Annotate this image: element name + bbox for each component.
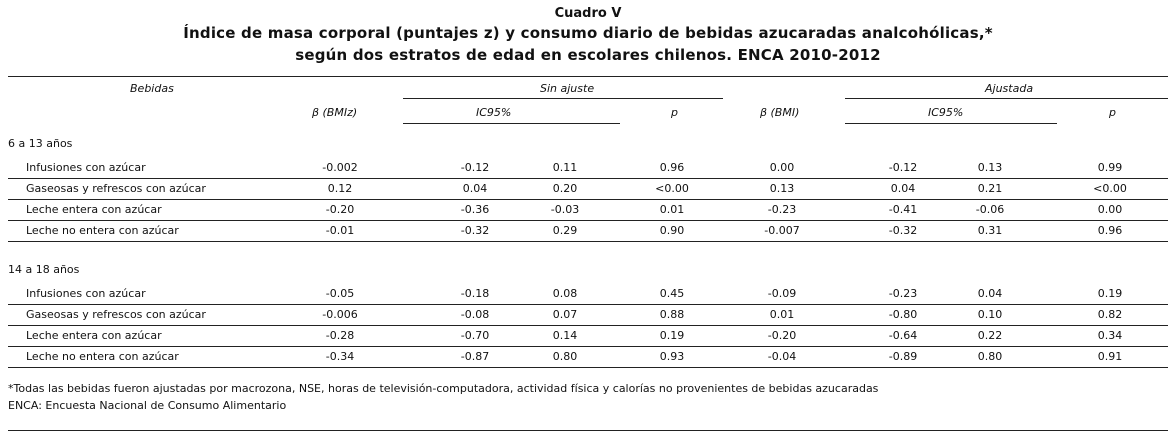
table-cell: -0.12	[460, 161, 490, 174]
row-rule	[8, 241, 1168, 242]
table-cell: 0.91	[1097, 350, 1123, 363]
table-cell: 0.22	[977, 329, 1003, 342]
ajustada-rule	[845, 98, 1168, 99]
footnote-enca: ENCA: Encuesta Nacional de Consumo Alimentario	[8, 399, 287, 412]
table-cell: -0.23	[888, 287, 918, 300]
table-cell: 0.11	[552, 161, 578, 174]
header-ic95-1: IC95%	[476, 106, 512, 119]
table-cell: 0.82	[1097, 308, 1123, 321]
table-cell: 0.13	[769, 182, 795, 195]
table-row	[8, 200, 1168, 221]
table-cell: 0.20	[552, 182, 578, 195]
table-cell: 0.10	[977, 308, 1003, 321]
row-label: Gaseosas y refrescos con azúcar	[26, 182, 206, 195]
table-cell: -0.34	[325, 350, 355, 363]
table-cell: -0.64	[888, 329, 918, 342]
table-cell: -0.01	[325, 224, 355, 237]
caption-label: Cuadro V	[554, 6, 622, 21]
caption-title-line-1: Índice de masa corporal (puntajes z) y consumo diario de bebidas azucaradas analcohólicas,*	[183, 24, 993, 42]
row-rule	[8, 367, 1168, 368]
row-label: Infusiones con azúcar	[26, 287, 146, 300]
table-cell: 0.13	[977, 161, 1003, 174]
table-cell: -0.007	[764, 224, 800, 237]
table-cell: -0.23	[767, 203, 797, 216]
table-cell: 0.96	[1097, 224, 1123, 237]
table-row	[8, 305, 1168, 326]
caption-title-line-2: según dos estratos de edad en escolares chilenos. ENCA 2010-2012	[295, 46, 881, 64]
table-cell: -0.41	[888, 203, 918, 216]
footnote-adjustment: *Todas las bebidas fueron ajustadas por macrozona, NSE, horas de televisión-computadora, actividad física y calorías no provenientes de bebidas azucaradas	[8, 382, 879, 395]
table-cell: -0.05	[325, 287, 355, 300]
table-cell: 0.19	[659, 329, 685, 342]
table-cell: -0.80	[888, 308, 918, 321]
table-cell: 0.93	[659, 350, 685, 363]
header-top-rule	[8, 76, 1168, 77]
table-cell: -0.32	[888, 224, 918, 237]
header-sin-ajuste: Sin ajuste	[540, 82, 595, 95]
table-row	[8, 347, 1168, 368]
table-cell: <0.00	[1093, 182, 1127, 195]
table-cell: -0.08	[460, 308, 490, 321]
table-cell: -0.12	[888, 161, 918, 174]
table-cell: 0.01	[659, 203, 685, 216]
table-row	[8, 284, 1168, 305]
table-cell: -0.32	[460, 224, 490, 237]
table-cell: 0.88	[659, 308, 685, 321]
row-label: Leche no entera con azúcar	[26, 224, 179, 237]
group-label: 14 a 18 años	[8, 263, 80, 276]
table-cell: -0.20	[325, 203, 355, 216]
table-cell: 0.19	[1097, 287, 1123, 300]
table-cell: 0.14	[552, 329, 578, 342]
table-cell: 0.00	[1097, 203, 1123, 216]
table-cell: 0.04	[977, 287, 1003, 300]
row-label: Leche entera con azúcar	[26, 329, 162, 342]
table-cell: 0.01	[769, 308, 795, 321]
table-cell: -0.09	[767, 287, 797, 300]
table-cell: 0.31	[977, 224, 1003, 237]
table-cell: -0.20	[767, 329, 797, 342]
table-cell: 0.96	[659, 161, 685, 174]
table-row	[8, 179, 1168, 200]
table-row	[8, 221, 1168, 242]
table-cell: -0.70	[460, 329, 490, 342]
table-cell: 0.90	[659, 224, 685, 237]
row-label: Gaseosas y refrescos con azúcar	[26, 308, 206, 321]
table-cell: 0.80	[552, 350, 578, 363]
group-label: 6 a 13 años	[8, 137, 73, 150]
table-bottom-rule	[8, 430, 1168, 431]
table-cell: 0.29	[552, 224, 578, 237]
header-p-1: p	[671, 106, 678, 119]
table-row	[8, 326, 1168, 347]
table-cell: -0.89	[888, 350, 918, 363]
row-label: Infusiones con azúcar	[26, 161, 146, 174]
table-cell: 0.80	[977, 350, 1003, 363]
table-cell: -0.002	[322, 161, 358, 174]
table-cell: -0.28	[325, 329, 355, 342]
table-cell: 0.12	[327, 182, 353, 195]
table-cell: 0.45	[659, 287, 685, 300]
header-p-2: p	[1109, 106, 1116, 119]
table-cell: -0.36	[460, 203, 490, 216]
header-bebidas: Bebidas	[130, 82, 174, 95]
table-cell: <0.00	[655, 182, 689, 195]
table-cell: -0.06	[975, 203, 1005, 216]
table-cell: -0.87	[460, 350, 490, 363]
header-ajustada: Ajustada	[985, 82, 1034, 95]
table-cell: -0.03	[550, 203, 580, 216]
table-cell: -0.04	[767, 350, 797, 363]
table-cell: -0.006	[322, 308, 358, 321]
row-label: Leche no entera con azúcar	[26, 350, 179, 363]
ic95-1-rule	[403, 123, 620, 124]
table-cell: -0.18	[460, 287, 490, 300]
table-cell: 0.34	[1097, 329, 1123, 342]
sin-ajuste-rule	[403, 98, 723, 99]
table-row	[8, 158, 1168, 179]
table-cell: 0.04	[890, 182, 916, 195]
ic95-2-rule	[845, 123, 1057, 124]
table-cell: 0.99	[1097, 161, 1123, 174]
table-cell: 0.08	[552, 287, 578, 300]
table-cell: 0.04	[462, 182, 488, 195]
header-beta-bmi: β (BMI)	[760, 106, 800, 119]
header-ic95-2: IC95%	[928, 106, 964, 119]
table-cell: 0.07	[552, 308, 578, 321]
table-cell: 0.00	[769, 161, 795, 174]
row-label: Leche entera con azúcar	[26, 203, 162, 216]
header-beta-bmiz: β (BMIz)	[312, 106, 358, 119]
table-cell: 0.21	[977, 182, 1003, 195]
